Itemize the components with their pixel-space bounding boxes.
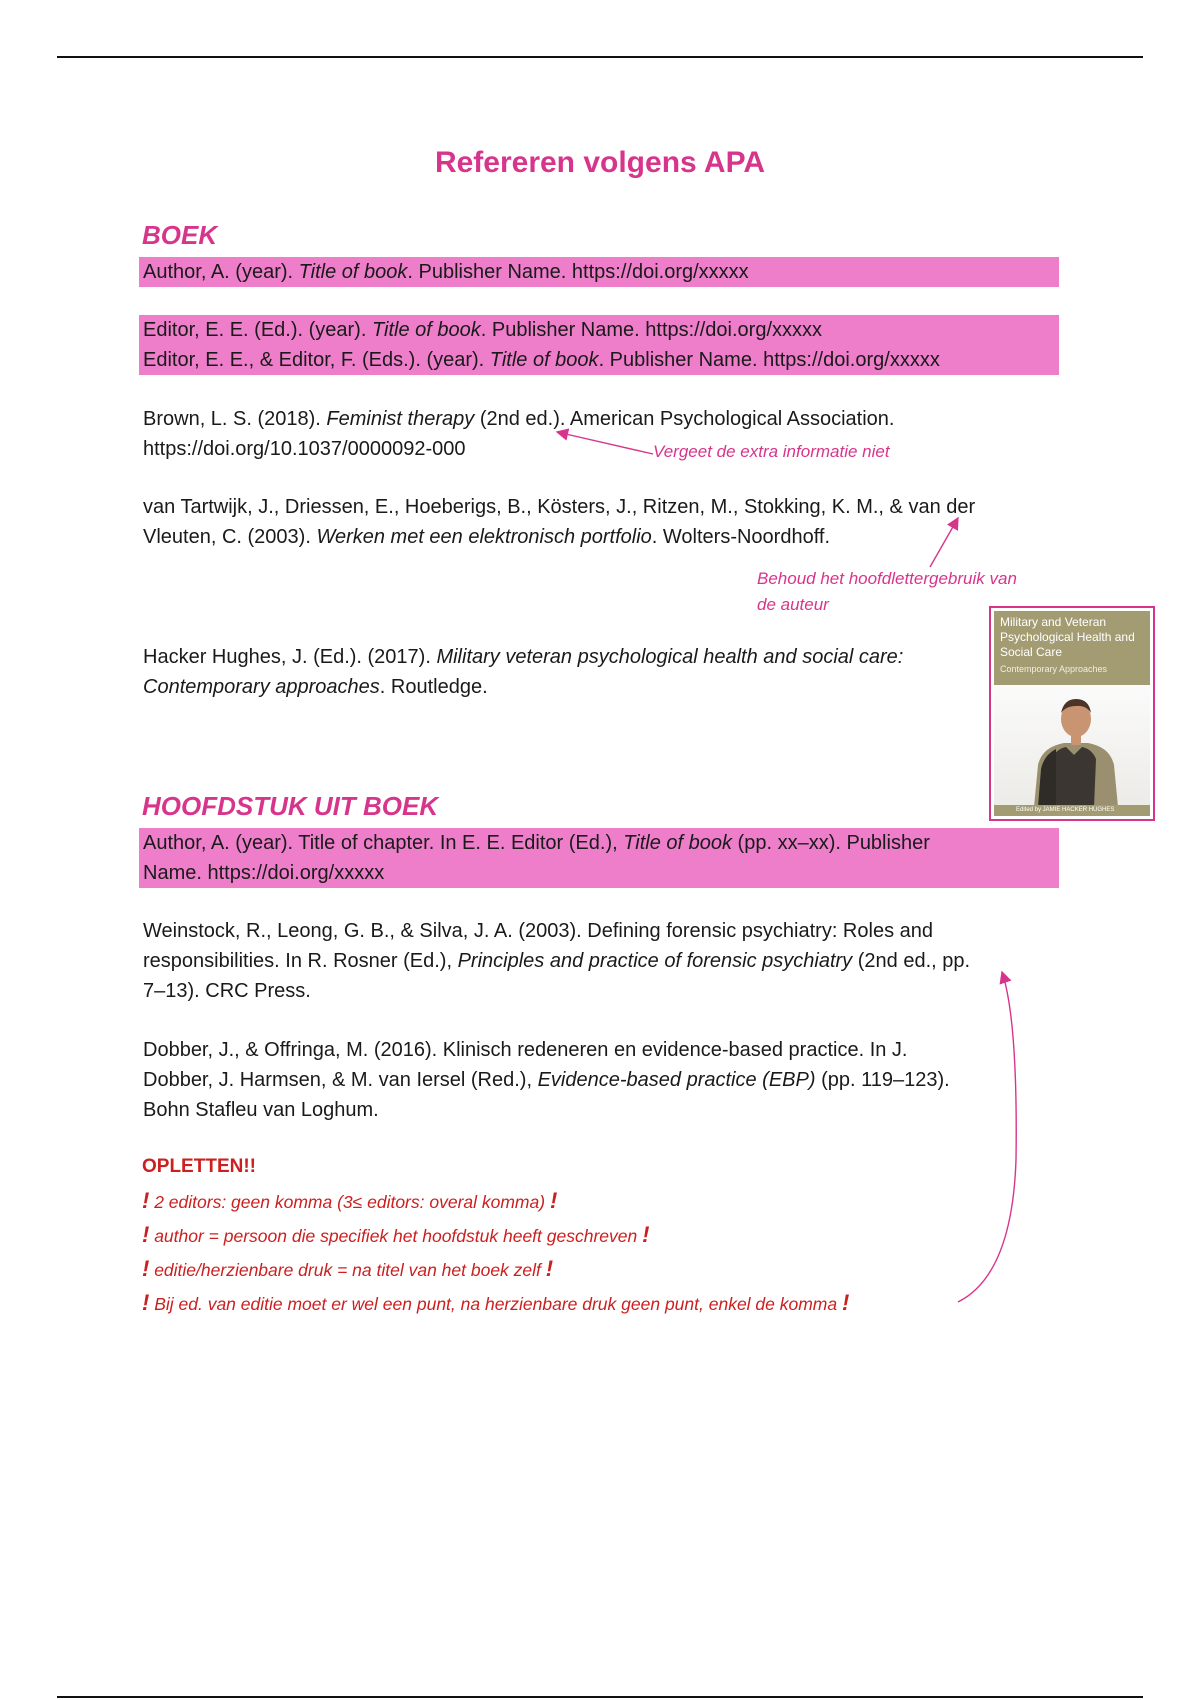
template-chapter: Author, A. (year). Title of chapter. In E. E. Editor (Ed.), Title of book (pp. xx–xx). Publisher Name. https://doi.org/xxxxx [139,828,1059,888]
arrow-edition-punctuation [958,972,1016,1302]
reference-brown: Brown, L. S. (2018). Feminist therapy (2nd ed.). American Psychological Association. https://doi.org/10.1037/0000092-000 [143,408,895,460]
exclamation-icon: ! [549,1188,558,1213]
book-cover-title-band: Military and Veteran Psychological Health and Social Care Contemporary Approaches [994,611,1150,685]
exclamation-icon: ! [545,1256,554,1281]
page-title: Refereren volgens APA [434,146,766,179]
section-heading-boek: BOEK [142,220,218,250]
exclamation-icon: ! [142,1188,150,1213]
warning-item: ! author = persoon die specifiek het hoofdstuk heeft geschreven ! [142,1222,650,1247]
reference-hacker-hughes: Hacker Hughes, J. (Ed.). (2017). Military veteran psychological health and social care: Contemporary approaches. Routledge. [143,646,904,698]
template-book-author: Author, A. (year). Title of book. Publisher Name. https://doi.org/xxxxx [139,257,1059,287]
exclamation-icon: ! [842,1290,850,1315]
reference-weinstock: Weinstock, R., Leong, G. B., & Silva, J. A. (2003). Defining forensic psychiatry: Roles and responsibilities. In R. Rosner (Ed.), Principles and practice of forensic psychiatry (2nd ed., pp. 7–13). CRC Press. [143,920,971,1002]
template-book-editors-line: Editor, E. E., & Editor, F. (Eds.). (year). Title of book. Publisher Name. https://doi.org/xxxxx [143,349,940,371]
arrow-extra-info [557,432,653,454]
book-cover-editor: Edited by JAMIE HACKER HUGHES [994,805,1150,816]
note-extra-info: Vergeet de extra informatie niet [653,442,890,461]
exclamation-icon: ! [142,1222,150,1247]
exclamation-icon: ! [642,1222,650,1247]
bottom-rule [57,1696,1143,1698]
warning-item: ! Bij ed. van editie moet er wel een punt, na herzienbare druk geen punt, enkel de komma ! [142,1290,850,1315]
warnings-heading: OPLETTEN!! [142,1156,256,1177]
warning-item: ! editie/herzienbare druk = na titel van het boek zelf ! [142,1256,554,1281]
warning-item: ! 2 editors: geen komma (3≤ editors: overal komma) ! [142,1188,558,1213]
exclamation-icon: ! [142,1290,150,1315]
arrow-capitalization [930,518,958,567]
reference-dobber: Dobber, J., & Offringa, M. (2016). Klinisch redeneren en evidence-based practice. In J. Dobber, J. Harmsen, & M. van Iersel (Red.), Evidence-based practice (EBP) (pp. 119–123). Bohn Stafleu van Loghum. [143,1039,950,1121]
template-book-editor-line: Editor, E. E. (Ed.). (year). Title of book. Publisher Name. https://doi.org/xxxxx [143,319,822,341]
exclamation-icon: ! [142,1256,150,1281]
note-capitalization: Behoud het hoofdlettergebruik van de auteur [757,569,1017,614]
reference-van-tartwijk: van Tartwijk, J., Driessen, E., Hoeberigs, B., Kösters, J., Ritzen, M., Stokking, K. M., & van der Vleuten, C. (2003). Werken met een elektronisch portfolio. Wolters-Noordhoff. [143,496,976,548]
section-heading-hoofdstuk: HOOFDSTUK UIT BOEK [142,791,439,821]
